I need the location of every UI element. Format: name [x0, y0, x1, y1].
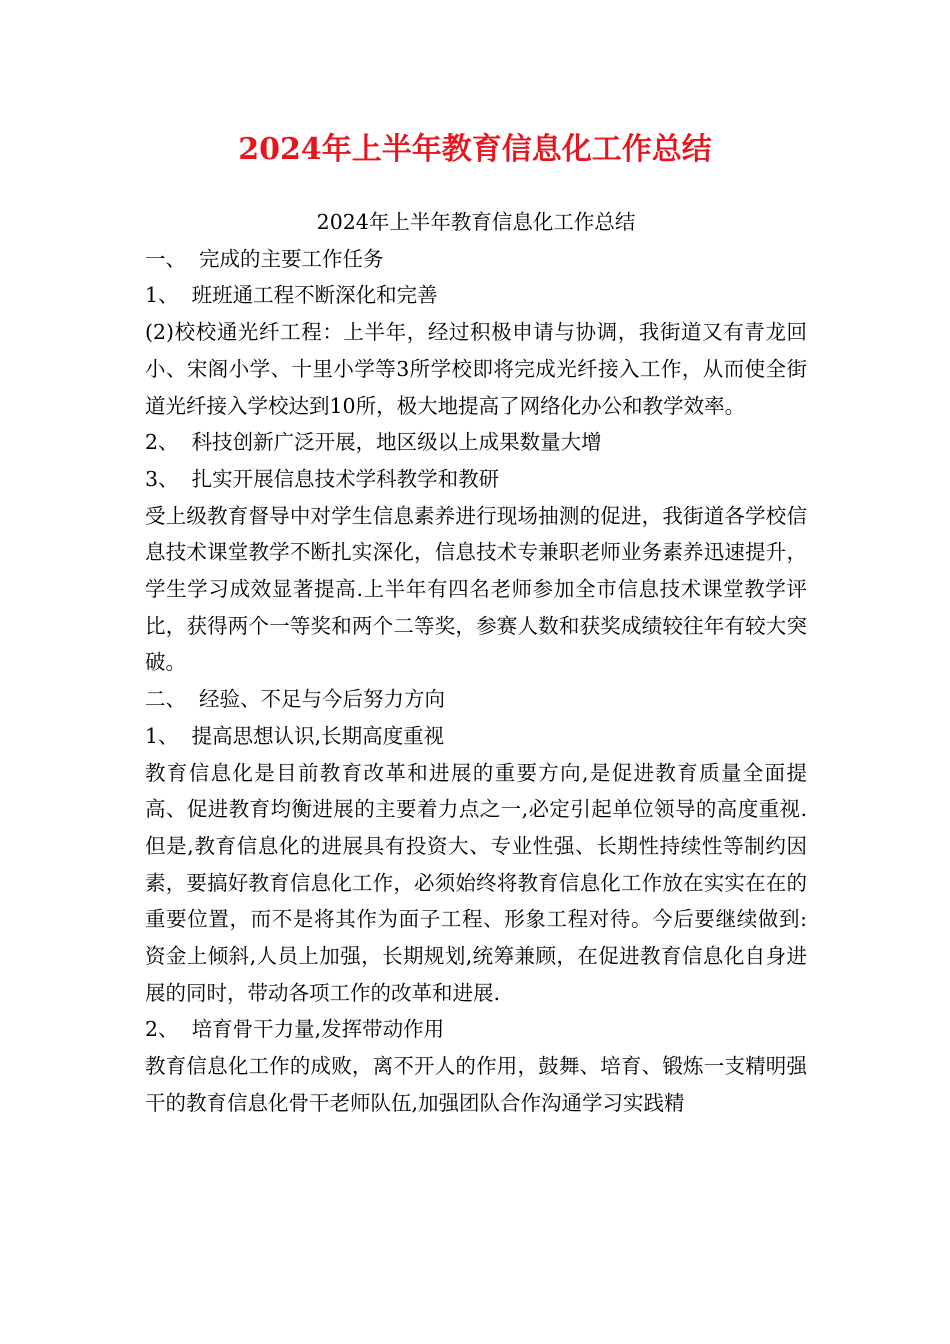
document-subtitle: 2024年上半年教育信息化工作总结 [316, 210, 636, 234]
section-heading-2: 二、 经验、不足与今后努力方向 [145, 687, 446, 712]
subsection-heading-2-1: 1、 提高思想认识,长期高度重视 [145, 723, 445, 748]
paragraph-backbone: 教育信息化工作的成败，离不开人的作用，鼓舞、培育、锻炼一支精明强干的教育信息化骨干老师队伍,加强团队合作沟通学习实践精 [145, 1054, 807, 1115]
section-heading-1: 一、 完成的主要工作任务 [145, 246, 384, 271]
document-title: 2024年上半年教育信息化工作总结 [238, 132, 712, 167]
paragraph-awareness: 教育信息化是目前教育改革和进展的重要方向,是促进教育质量全面提高、促进教育均衡进展的主要着力点之一,必定引起单位领导的高度重视.但是,教育信息化的进展具有投资大、专业性强、长期性持续性等制约因素，要搞好教育信息化工作，必须始终将教育信息化工作放在实实在在的重要位置，而不是将其作为面子工程、形象工程对待。今后要继续做到:资金上倾斜,人员上加强，长期规划,统筹兼顾，在促进教育信息化自身进展的同时，带动各项工作的改革和进展. [145, 760, 807, 1005]
subsection-heading-1-2: 2、 科技创新广泛开展，地区级以上成果数量大增 [145, 430, 602, 455]
paragraph-it-teaching: 受上级教育督导中对学生信息素养进行现场抽测的促进，我街道各学校信息技术课堂教学不断扎实深化，信息技术专兼职老师业务素养迅速提升，学生学习成效显著提高.上半年有四名老师参加全市信息技术课堂教学评比，获得两个一等奖和两个二等奖，参赛人数和获奖成绩较往年有较大突破。 [145, 503, 807, 675]
subsection-heading-2-2: 2、 培育骨干力量,发挥带动作用 [145, 1017, 445, 1042]
subsection-heading-1-1: 1、 班班通工程不断深化和完善 [145, 283, 438, 308]
document-body [145, 204, 807, 1122]
paragraph-fiber-project: (2)校校通光纤工程：上半年，经过积极申请与协调，我街道又有青龙回小、宋阁小学、十里小学等3所学校即将完成光纤接入工作，从而使全街道光纤接入学校达到10所，极大地提高了网络化办公和教学效率。 [145, 320, 807, 418]
subsection-heading-1-3: 3、 扎实开展信息技术学科教学和教研 [145, 466, 500, 491]
